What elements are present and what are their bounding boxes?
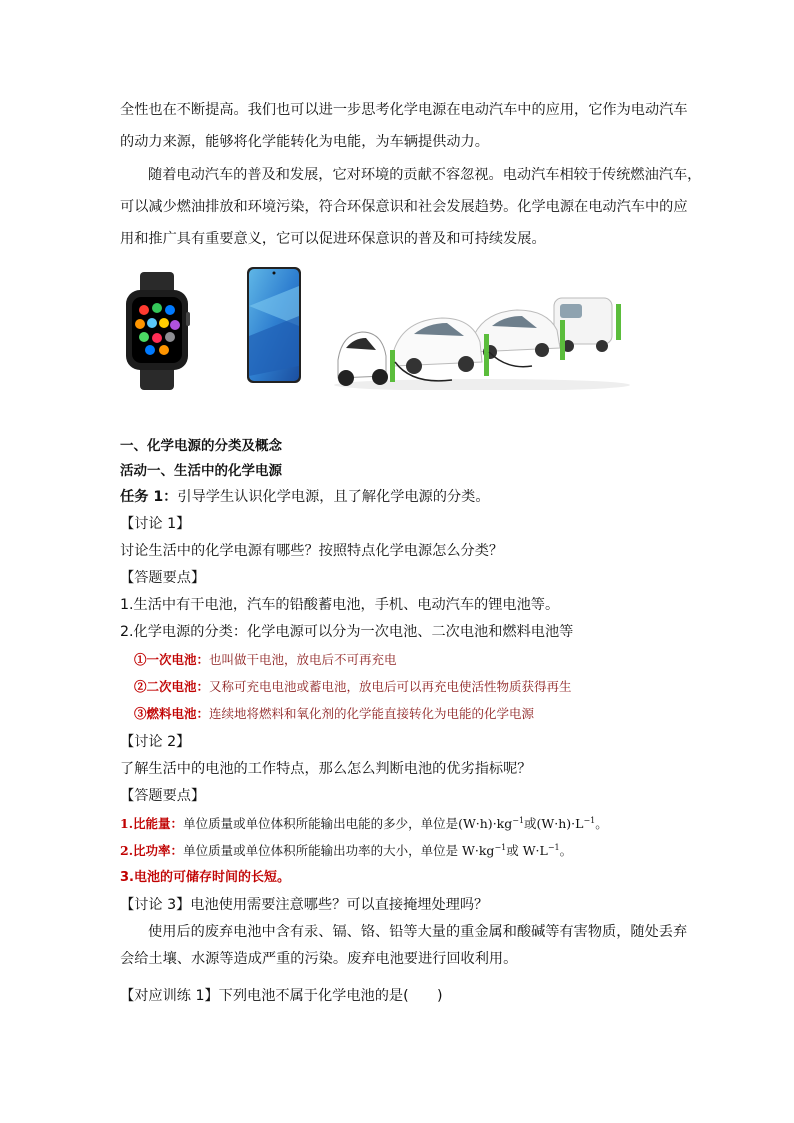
metric-2-text: 单位质量或单位体积所能输出功率的大小，单位是 W·kg	[183, 843, 495, 858]
metric-specific-energy	[120, 814, 680, 834]
discussion-1-label: 【讨论 1】	[120, 516, 191, 532]
intro-p2-line1: 随着电动汽车的普及和发展，它对环境的贡献不容忽视。电动汽车相较于传统燃油汽车，	[148, 167, 702, 183]
electric-cars-charging-image	[332, 290, 630, 390]
exercise-1-question: 下列电池不属于化学电池的是( )	[218, 988, 443, 1004]
metric-2-label: 2.比功率：	[120, 843, 184, 858]
answer-1-line-1: 1.生活中有干电池，汽车的铅酸蓄电池，手机、电动汽车的锂电池等。	[120, 597, 560, 613]
metric-specific-power	[120, 841, 680, 861]
metric-1-text: 单位质量或单位体积所能输出电能的多少，单位是(W·h)·kg	[183, 816, 513, 831]
metric-2-sup-2: −1	[547, 842, 560, 852]
battery-type-3	[134, 704, 694, 724]
battery-type-2-label: ②二次电池：	[134, 679, 210, 694]
task-1	[120, 487, 680, 507]
answer-1-line-2: 2.化学电源的分类：化学电源可以分为一次电池、二次电池和燃料电池等	[120, 624, 574, 640]
battery-type-1-label: ①一次电池：	[134, 652, 210, 667]
metric-1-mid: 或(W·h)·L	[524, 816, 584, 831]
battery-type-2	[134, 677, 694, 697]
task-1-text: 引导学生认识化学电源，且了解化学电源的分类。	[177, 489, 490, 505]
metric-1-sup-2: −1	[583, 815, 596, 825]
activity-heading: 活动一、生活中的化学电源	[120, 463, 282, 479]
metric-2-end: 。	[559, 843, 573, 858]
intro-p1-line1: 全性也在不断提高。我们也可以进一步思考化学电源在电动汽车中的应用，它作为电动汽车	[120, 102, 688, 118]
battery-type-3-label: ③燃料电池：	[134, 706, 210, 721]
discussion-3-label: 【讨论 3】	[120, 897, 191, 913]
metric-storage-time: 3.电池的可储存时间的长短。	[120, 870, 290, 885]
battery-type-2-text: 又称可充电电池或蓄电池，放电后可以再充电使活性物质获得再生	[209, 679, 572, 694]
metric-1-sup-1: −1	[512, 815, 525, 825]
battery-type-3-text: 连续地将燃料和氧化剂的化学能直接转化为电能的化学电源	[209, 706, 535, 721]
discussion-2-question: 了解生活中的电池的工作特点，那么怎么判断电池的优劣指标呢？	[120, 761, 532, 777]
discussion-3-answer-line-1: 使用后的废弃电池中含有汞、镉、铬、铅等大量的重金属和酸碱等有害物质，随处丢弃	[148, 924, 688, 940]
smartwatch-image	[124, 272, 190, 390]
task-1-label: 任务 1：	[120, 489, 178, 505]
discussion-3-question: 电池使用需要注意哪些？可以直接掩埋处理吗？	[190, 897, 489, 913]
exercise-1	[120, 986, 680, 1006]
exercise-1-label: 【对应训练 1】	[120, 988, 219, 1004]
discussion-2-label: 【讨论 2】	[120, 734, 191, 750]
answer-points-1-label: 【答题要点】	[120, 570, 206, 586]
battery-type-1-text: 也叫做干电池，放电后不可再充电	[209, 652, 397, 667]
metric-2-sup-1: −1	[494, 842, 507, 852]
intro-p2-line2: 可以减少燃油排放和环境污染，符合环保意识和社会发展趋势。化学电源在电动汽车中的应	[120, 199, 688, 215]
discussion-3	[120, 895, 680, 915]
discussion-3-answer-line-2: 会给土壤、水源等造成严重的污染。废弃电池要进行回收利用。	[120, 951, 518, 967]
discussion-1-question: 讨论生活中的化学电源有哪些？按照特点化学电源怎么分类？	[120, 543, 504, 559]
metric-1-label: 1.比能量：	[120, 816, 184, 831]
intro-p2-line3: 用和推广具有重要意义，它可以促进环保意识的普及和可持续发展。	[120, 231, 546, 247]
section-heading: 一、化学电源的分类及概念	[120, 438, 282, 454]
smartphone-image	[246, 266, 302, 384]
metric-2-mid: 或 W·L	[506, 843, 548, 858]
battery-type-1	[134, 650, 694, 670]
metric-1-end: 。	[595, 816, 608, 831]
answer-points-2-label: 【答题要点】	[120, 788, 206, 804]
intro-p1-line2: 的动力来源，能够将化学能转化为电能，为车辆提供动力。	[120, 134, 489, 150]
